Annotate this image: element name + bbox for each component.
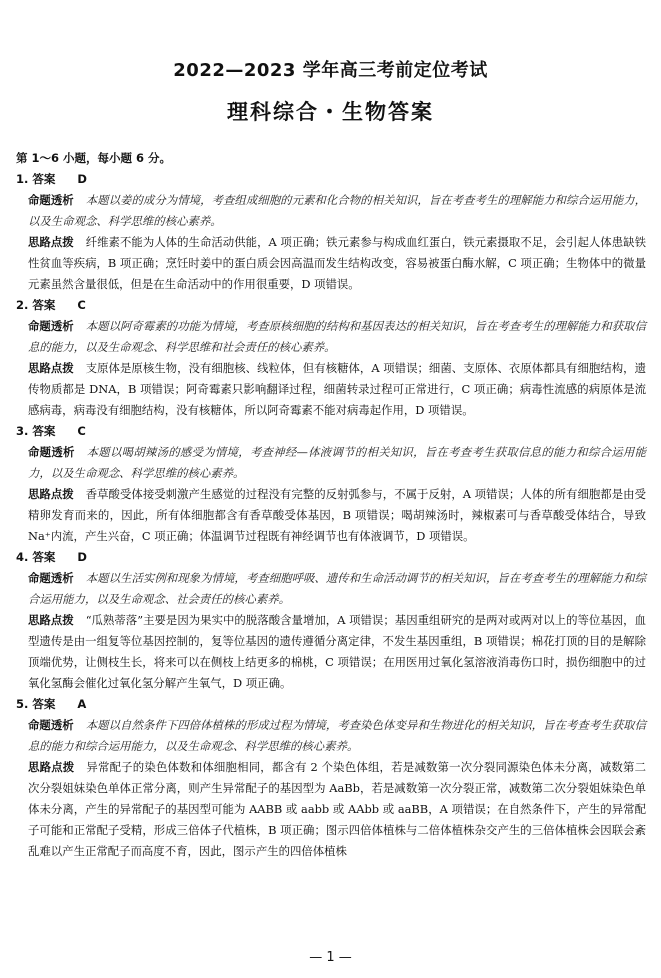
question-5-analysis — [16, 757, 646, 862]
answer-value: D — [77, 172, 87, 186]
analysis-label: 思路点拨 — [28, 760, 75, 774]
answer-label: 答案 — [32, 298, 56, 312]
intent-text: 本题以生活实例和现象为情境，考查细胞呼吸、遗传和生命活动调节的相关知识，旨在考查考生的理解能力和综合运用能力，以及生命观念、社会责任的核心素养。 — [28, 571, 646, 606]
analysis-label: 思路点拨 — [28, 613, 74, 627]
question-number: 1. — [16, 172, 29, 186]
question-1-header — [16, 169, 646, 190]
analysis-text: “瓜熟蒂落”主要是因为果实中的脱落酸含量增加，A 项错误；基因重组研究的是两对或两对以上的等位基因，血型遗传是由一组复等位基因控制的，复等位基因的遗传遵循分离定律，不发生基因重组，B 项错误；棉花打顶的目的是解除顶端优势，让侧枝生长，将来可以在侧枝上结更多的棉桃，C 项错误；在用医用过氧化氢溶液消毒伤口时，损伤细胞中的过氧化氢酶会催化过氧化氢分解产生氧气，D 项正确。 — [28, 613, 646, 690]
intent-text: 本题以阿奇霉素的功能为情境，考查原核细胞的结构和基因表达的相关知识，旨在考查考生的理解能力和获取信息的能力，以及生命观念、科学思维和社会责任的核心素养。 — [28, 319, 646, 354]
question-3-header — [16, 421, 646, 442]
question-5-intent — [16, 715, 646, 757]
answer-value: C — [77, 298, 86, 312]
question-number: 2. — [16, 298, 29, 312]
answer-content — [16, 148, 646, 862]
analysis-label: 思路点拨 — [28, 235, 74, 249]
question-2-header — [16, 295, 646, 316]
answer-label: 答案 — [32, 172, 56, 186]
question-3-analysis — [16, 484, 646, 547]
intent-label: 命题透析 — [28, 319, 74, 333]
question-2-intent — [16, 316, 646, 358]
question-4-analysis — [16, 610, 646, 694]
page-number: — 1 — — [309, 950, 352, 965]
analysis-text: 香草酸受体接受刺激产生感觉的过程没有完整的反射弧参与，不属于反射，A 项错误；人体的所有细胞都是由受精卵发育而来的，因此，所有体细胞都含有香草酸受体基因，B 项错误；喝胡辣汤时，辣椒素可与香草酸受体结合，导致 Na⁺内流，产生兴奋，C 项正确；体温调节过程既有神经调节也有体液调节，D 项错误。 — [28, 487, 646, 543]
intent-label: 命题透析 — [28, 193, 74, 207]
analysis-text: 支原体是原核生物，没有细胞核、线粒体，但有核糖体，A 项错误；细菌、支原体、衣原体都具有细胞结构，遗传物质都是 DNA，B 项错误；阿奇霉素只影响翻译过程，细菌转录过程可正常进行，C 项正确；病毒性流感的病原体是流感病毒，病毒没有细胞结构，没有核糖体，所以阿奇霉素不能对病毒起作用，D 项错误。 — [28, 361, 646, 417]
analysis-text: 异常配子的染色体数和体细胞相同，都含有 2 个染色体组，若是减数第一次分裂同源染色体未分离，减数第二次分裂姐妹染色单体正常分离，则产生异常配子的基因型为 AaBb，若是减数第一次分裂正常，减数第二次分裂姐妹染色单体未分离，产生的异常配子的基因型可能为 AABB 或 aabb 或 AAbb 或 aaBB，A 项错误；在自然条件下，产生的异常配子可能和正常配子受精，形成三倍体子代植株，B 项正确；图示四倍体植株与二倍体植株杂交产生的三倍体植株会因联会紊乱难以产生正常配子而高度不育，因此，图示产生的四倍体植株 — [28, 760, 646, 858]
intent-text: 本题以喝胡辣汤的感受为情境，考查神经—体液调节的相关知识，旨在考查考生获取信息的能力和综合运用能力，以及生命观念、科学思维的核心素养。 — [28, 445, 646, 480]
analysis-label: 思路点拨 — [28, 361, 74, 375]
intent-label: 命题透析 — [28, 571, 74, 585]
question-5-header — [16, 694, 646, 715]
answer-value: A — [77, 697, 87, 711]
section-intro: 第 1～6 小题，每小题 6 分。 — [16, 151, 172, 165]
question-4-intent — [16, 568, 646, 610]
question-number: 4. — [16, 550, 29, 564]
question-number: 3. — [16, 424, 29, 438]
question-3-intent — [16, 442, 646, 484]
question-1-analysis — [16, 232, 646, 295]
analysis-label: 思路点拨 — [28, 487, 74, 501]
answer-value: D — [77, 550, 87, 564]
answer-label: 答案 — [32, 697, 56, 711]
answer-value: C — [77, 424, 86, 438]
question-4-header — [16, 547, 646, 568]
question-2-analysis — [16, 358, 646, 421]
answer-label: 答案 — [32, 424, 56, 438]
intent-text: 本题以自然条件下四倍体植株的形成过程为情境，考查染色体变异和生物进化的相关知识，旨在考查考生获取信息的能力和综合运用能力，以及生命观念、科学思维的核心素养。 — [28, 718, 646, 753]
question-number: 5. — [16, 697, 29, 711]
intent-label: 命题透析 — [28, 718, 74, 732]
page-title: 2022—2023 学年高三考前定位考试 — [173, 60, 488, 81]
intent-text: 本题以姜的成分为情境，考查组成细胞的元素和化合物的相关知识，旨在考查考生的理解能力和综合运用能力，以及生命观念、科学思维的核心素养。 — [28, 193, 646, 228]
question-1-intent — [16, 190, 646, 232]
answer-label: 答案 — [32, 550, 56, 564]
page-subtitle: 理科综合・生物答案 — [227, 100, 434, 124]
analysis-text: 纤维素不能为人体的生命活动供能，A 项正确；铁元素参与构成血红蛋白，铁元素摄取不足，会引起人体患缺铁性贫血等疾病，B 项正确；烹饪时姜中的蛋白质会因高温而发生结构改变，容易被蛋白酶水解，C 项正确；生物体中的微量元素虽然含量很低，但是在生命活动中的作用很重要，D 项错误。 — [28, 235, 646, 291]
intent-label: 命题透析 — [28, 445, 75, 459]
